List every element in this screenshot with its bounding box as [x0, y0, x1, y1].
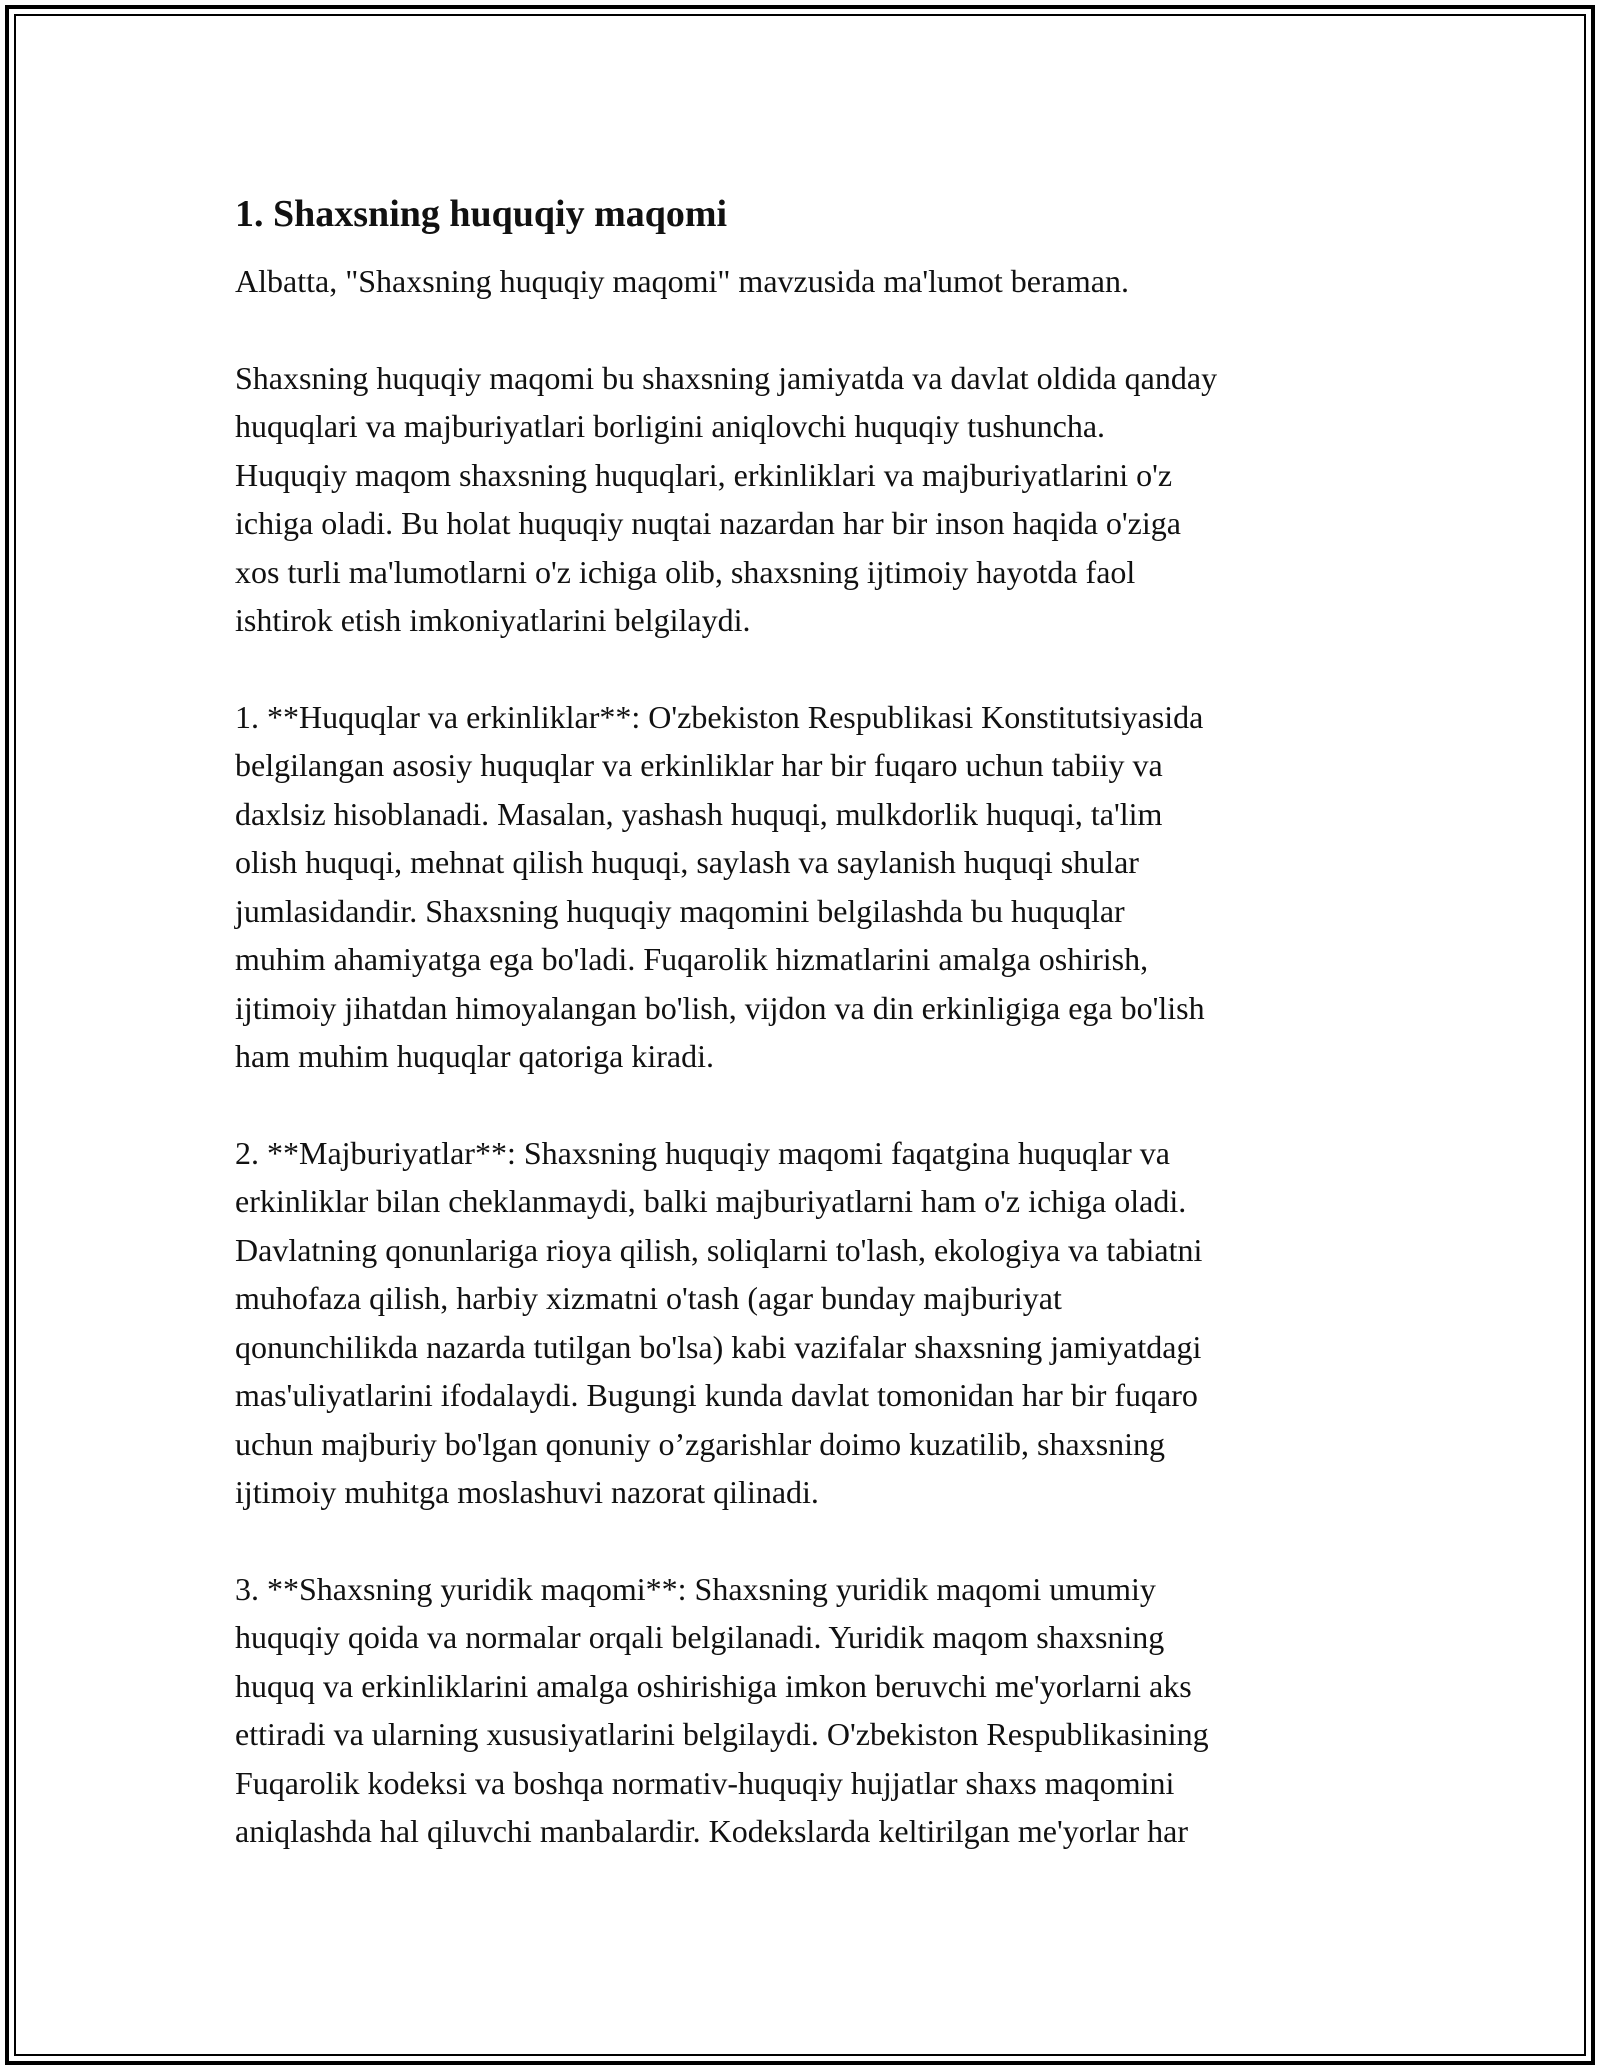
document-title: 1. Shaxsning huquqiy maqomi: [235, 193, 728, 235]
document-body: [235, 188, 1375, 1904]
paragraph-intro: Albatta, "Shaxsning huquqiy maqomi" mavzusida ma'lumot beraman.: [235, 263, 1129, 299]
paragraph-obligations: 2. **Majburiyatlar**: Shaxsning huquqiy maqomi faqatgina huquqlar va erkinliklar bilan cheklanmaydi, balki majburiyatlarni ham o'z ichiga oladi. Davlatning qonunlariga rioya qilish, soliqlarni to'lash, ekologiya va tabiatni muhofaza qilish, harbiy xizmatni o'tash (agar bunday majburiyat qonunchilikda nazarda tutilgan bo'lsa) kabi vazifalar shaxsning jamiyatdagi mas'uliyatlarini ifodalaydi. Bugungi kunda davlat tomonidan har bir fuqaro uchun majburiy bo'lgan qonuniy o’zgarishlar doimo kuzatilib, shaxsning ijtimoiy muhitga moslashuvi nazorat qilinadi.: [235, 1134, 1203, 1510]
paragraph-legal-status: 3. **Shaxsning yuridik maqomi**: Shaxsning yuridik maqomi umumiy huquqiy qoida va normalar orqali belgilanadi. Yuridik maqom shaxsning huquq va erkinliklarini amalga oshirishiga imkon beruvchi me'yorlarni aks ettiradi va ularning xususiyatlarini belgilaydi. O'zbekiston Respublikasining Fuqarolik kodeksi va boshqa normativ-huquqiy hujjatlar shaxs maqomini aniqlashda hal qiluvchi manbalardir. Kodekslarda keltirilgan me'yorlar har: [235, 1570, 1209, 1849]
paragraph-rights-freedoms: 1. **Huquqlar va erkinliklar**: O'zbekiston Respublikasi Konstitutsiyasida belgilangan asosiy huquqlar va erkinliklar har bir fuqaro uchun tabiiy va daxlsiz hisoblanadi. Masalan, yashash huquqi, mulkdorlik huquqi, ta'lim olish huquqi, mehnat qilish huquqi, saylash va saylanish huquqi shular jumlasidandir. Shaxsning huquqiy maqomini belgilashda bu huquqlar muhim ahamiyatga ega bo'ladi. Fuqarolik hizmatlarini amalga oshirish, ijtimoiy jihatdan himoyalangan bo'lish, vijdon va din erkinligiga ega bo'lish ham muhim huquqlar qatoriga kiradi.: [235, 698, 1205, 1074]
paragraph-definition: Shaxsning huquqiy maqomi bu shaxsning jamiyatda va davlat oldida qanday huquqlari va majburiyatlari borligini aniqlovchi huquqiy tushuncha. Huquqiy maqom shaxsning huquqlari, erkinliklari va majburiyatlarini o'z ichiga oladi. Bu holat huquqiy nuqtai nazardan har bir inson haqida o'ziga xos turli ma'lumotlarni o'z ichiga olib, shaxsning ijtimoiy hayotda faol ishtirok etish imkoniyatlarini belgilaydi.: [235, 359, 1218, 638]
